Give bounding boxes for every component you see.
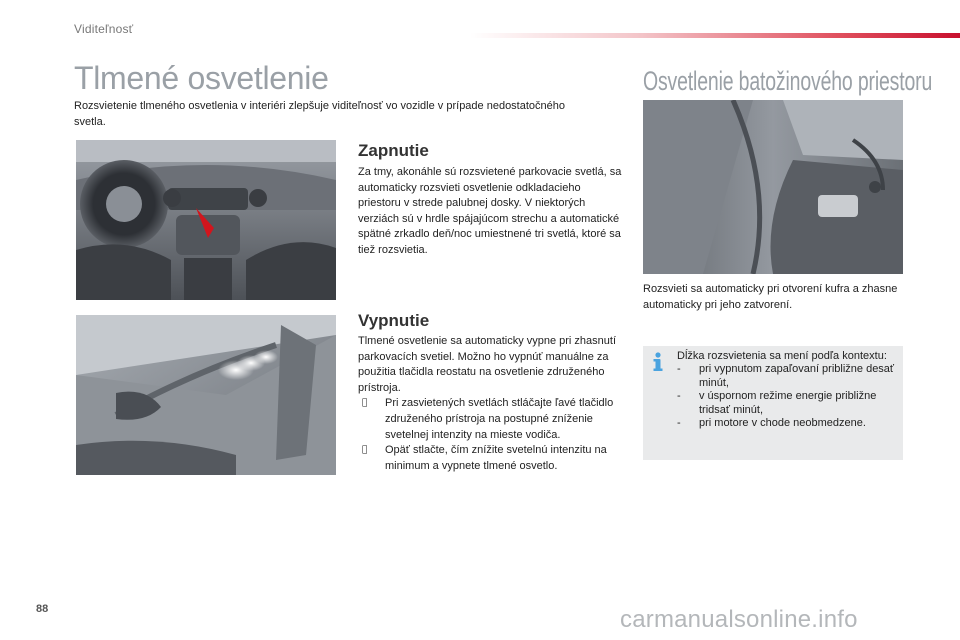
zapnutie-heading: Zapnutie [358,141,429,160]
page-title: Tlmené osvetlenie [74,60,329,96]
bullet-mark [362,443,367,459]
page-number: 88 [36,603,49,615]
trunk-illustration [643,100,903,274]
watermark: carmanualsonline.info [620,606,858,633]
section-header: Viditeľnosť [74,22,134,36]
list-item: Opäť stlačte, čím znížite svetelnú intenzitu na minimum a vypnete tlmené osvetlo. [358,443,626,474]
vypnutie-text: Tlmené osvetlenie sa automaticky vypne pri zhasnutí parkovacích svetiel. Možno ho vypnúť manuálne za použitia tlačidla reostatu na osvetlenie združeného prístroja. [358,335,617,394]
list-item: Pri zasvietených svetlách stláčajte ľavé tlačidlo združeného prístroja na postupné zníženie svetelnej intenzity na mieste vodiča. [358,396,626,443]
dashboard-photo [76,140,336,300]
info-lead: Dĺžka rozsvietenia sa mení podľa kontextu: [677,350,887,362]
vypnutie-bullets [358,396,626,474]
trunk-photo [643,100,903,274]
list-item: - pri motore v chode neobmedzene. [677,417,866,430]
info-list [677,363,897,430]
trunk-text: Rozsvieti sa automaticky pri otvorení kufra a zhasne automaticky pri jeho zatvorení. [643,283,898,311]
header-accent-bar [470,33,960,38]
list-item: - v úspornom režime energie približne tridsať minút, [677,390,877,416]
info-icon [651,352,665,372]
zapnutie-text: Za tmy, akonáhle sú rozsvietené parkovacie svetlá, sa automaticky rozsvieti osvetlenie odkladacieho priestoru v strede palubnej dosky. V niektorých verziách sú v hrdle spájajúcom strechu a automatické spätné zrkadlo deň/noc umiestnené tri svetlá, ktoré sa tiež rozsvietia. [358,166,622,256]
list-item: - pri vypnutom zapaľovaní približne desať minút, [677,363,895,389]
trunk-lighting-title: Osvetlenie batožinového priestoru [643,66,933,96]
roof-lights-illustration [76,315,336,475]
roof-lights-photo [76,315,336,475]
vypnutie-block [358,334,626,474]
intro-paragraph: Rozsvietenie tlmeného osvetlenia v interiéri zlepšuje viditeľnosť vo vozidle v prípade nedostatočného svetla. [74,100,566,128]
info-text [677,350,897,430]
vypnutie-heading: Vypnutie [358,311,430,330]
bullet-mark [362,396,367,412]
dashboard-illustration [76,140,336,300]
